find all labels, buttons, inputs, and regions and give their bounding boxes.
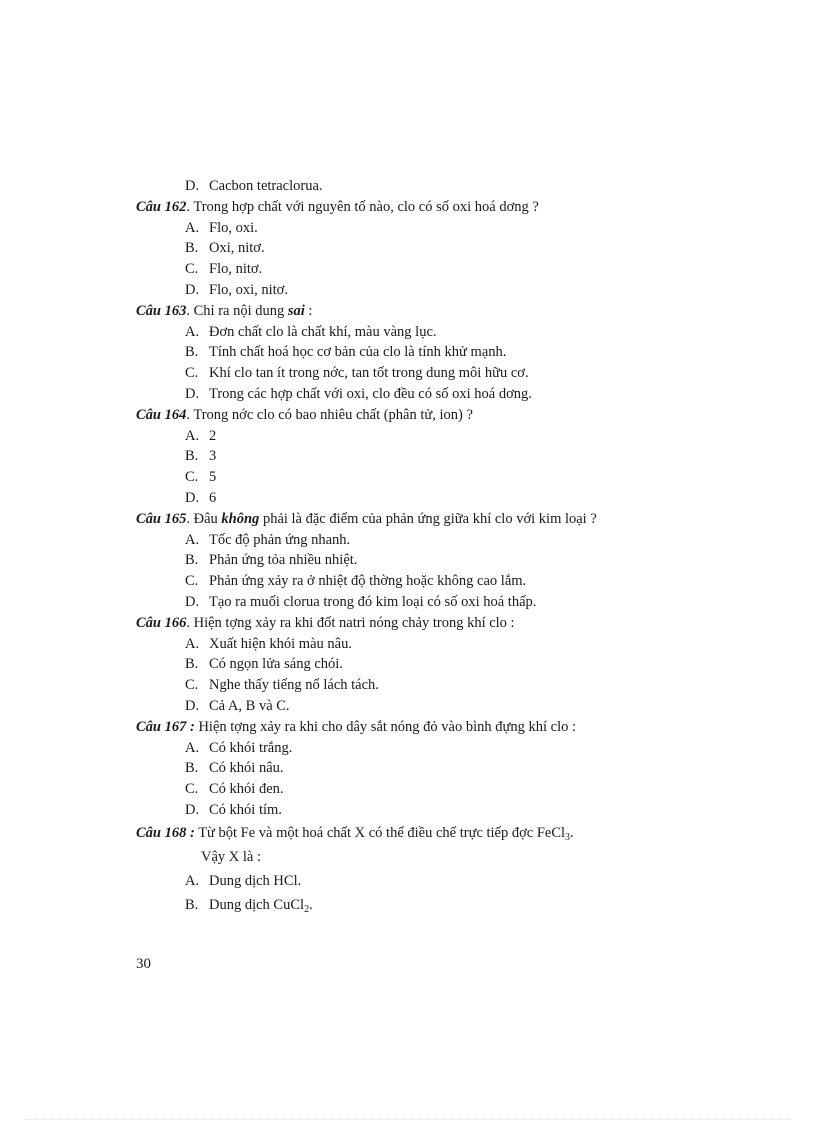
question-text: . Hiện tợng xảy ra khi đốt natri nóng chảy trong khí clo : [186, 614, 515, 631]
option-d: D. Cacbon tetraclorua. [185, 178, 323, 194]
question-label: Câu 166 [136, 614, 187, 631]
question-163: Câu 163. Chỉ ra nội dung sai : [136, 302, 313, 319]
question-label: Câu 163 [136, 302, 187, 319]
emphasis-word: không [221, 510, 260, 527]
question-text: Hiện tợng xảy ra khi cho dây sắt nóng đỏ vào bình đựng khí clo : [194, 718, 577, 735]
question-168: Câu 168 : Từ bột Fe và một hoá chất X có thể điều chế trực tiếp đợc FeCl$_3$. [136, 824, 574, 843]
question-list [136, 176, 696, 917]
option-a: A. Đơn chất clo là chất khí, màu vàng lục. [185, 323, 437, 340]
question-continuation: Vậy X là : [201, 848, 261, 865]
option-d: D. Flo, oxi, nitơ. [185, 281, 288, 298]
question-label: Câu 168 : [136, 824, 195, 841]
option-c: C. Flo, nitơ. [185, 261, 263, 278]
option-b: B. Phản ứng tỏa nhiều nhiệt. [185, 552, 358, 569]
option-a: A. 2 [185, 427, 217, 444]
option-c: C. Nghe thấy tiếng nổ lách tách. [185, 677, 379, 694]
option-a: A. Xuất hiện khói màu nâu. [185, 635, 352, 652]
page-number: 30 [136, 956, 151, 972]
emphasis-word: sai [287, 302, 305, 319]
option-c: C. Có khói đen. [185, 781, 284, 798]
option-b: B. Tính chất hoá học cơ bản của clo là tính khử mạnh. [185, 344, 507, 361]
option-a: A. Tốc độ phản ứng nhanh. [185, 531, 351, 548]
option-c: C. Phản ứng xảy ra ở nhiệt độ thờng hoặc không cao lắm. [185, 573, 527, 590]
question-162 [136, 197, 696, 218]
question-text: Từ bột Fe và một hoá chất X có thể điều chế trực tiếp đợc FeCl [194, 824, 566, 841]
question-label: Câu 164 [136, 406, 187, 423]
question-label: Câu 167 : [136, 718, 195, 735]
option-d: D. Tạo ra muối clorua trong đó kim loại có số oxi hoá thấp. [185, 593, 537, 610]
option-a: A. Có khói trắng. [185, 739, 293, 756]
question-165: Câu 165. Đâu không phải là đặc điểm của phản ứng giữa khí clo với kim loại ? [136, 510, 597, 527]
question-text: . Trong hợp chất với nguyên tố nào, clo có số oxi hoá dơng ? [186, 198, 539, 215]
question-166 [136, 613, 696, 634]
option-c: C. Khí clo tan ít trong nớc, tan tốt trong dung môi hữu cơ. [185, 365, 529, 382]
option-c: C. 5 [185, 469, 217, 486]
option-b: B. Có ngọn lửa sáng chói. [185, 656, 343, 673]
option-d: D. 6 [185, 489, 217, 506]
option-b: B. Oxi, nitơ. [185, 240, 265, 257]
question-label: Câu 165 [136, 510, 187, 527]
option-a: A. Dung dịch HCl. [185, 872, 302, 889]
option-a: A. Flo, oxi. [185, 219, 258, 236]
option-d: D. Trong các hợp chất với oxi, clo đều có số oxi hoá dơng. [185, 385, 532, 402]
page-bottom-divider [24, 1119, 792, 1120]
question-text: . Trong nớc clo có bao nhiêu chất (phân tử, ion) ? [186, 406, 473, 423]
option-b: B. Có khói nâu. [185, 760, 284, 777]
option-d: D. Cả A, B và C. [185, 697, 290, 714]
option-b: B. 3 [185, 448, 217, 465]
option-d: D. Có khói tím. [185, 801, 282, 818]
option-b: B. Dung dịch CuCl$_2$. [185, 896, 313, 915]
question-167 [136, 717, 696, 738]
question-label: Câu 162 [136, 198, 187, 215]
question-164 [136, 405, 696, 426]
